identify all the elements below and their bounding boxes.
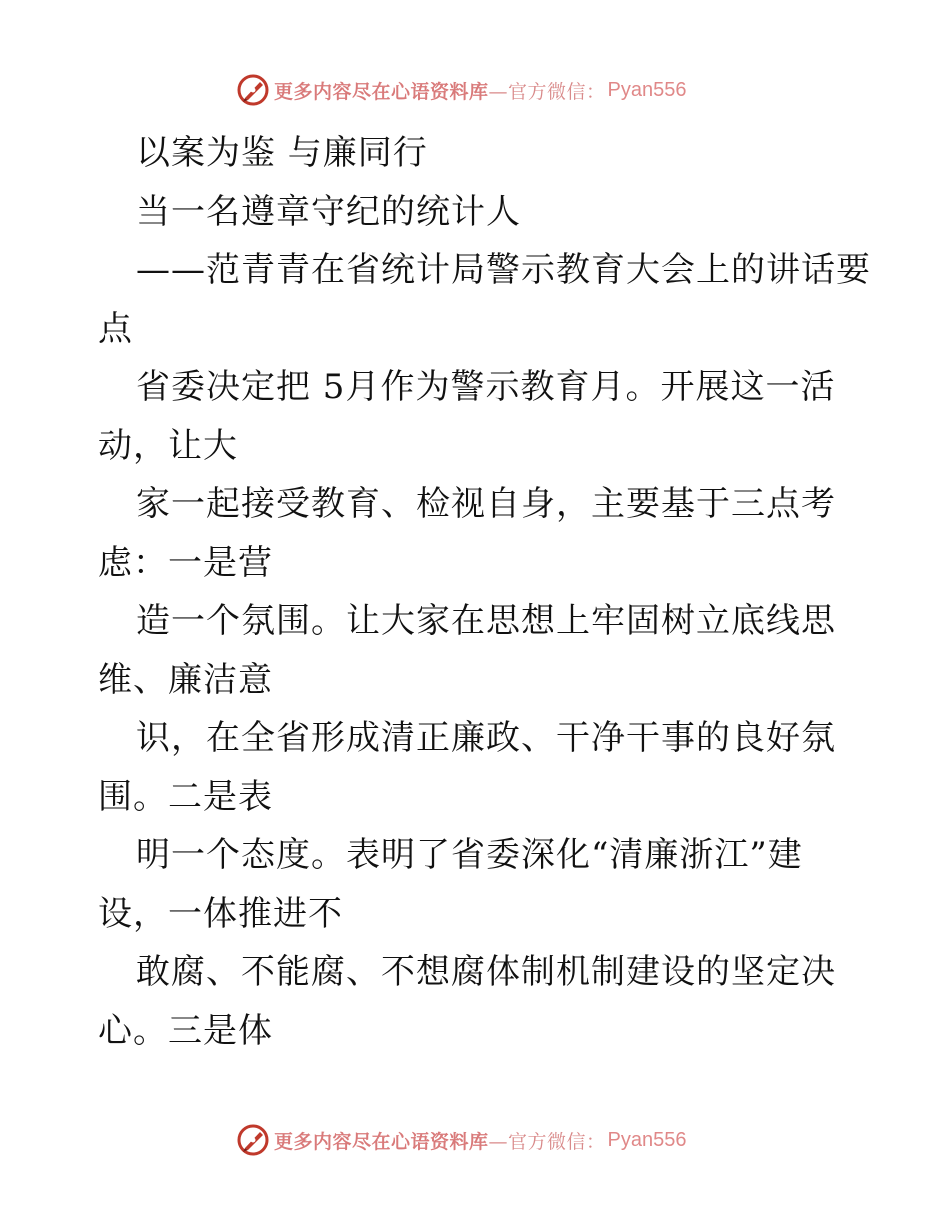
text-line: 动，让大 xyxy=(98,425,238,466)
text-line: 设，一体推进不 xyxy=(98,893,343,934)
text-line: 心。三是体 xyxy=(98,1010,273,1051)
text-line: 家一起接受教育、检视自身，主要基于三点考 xyxy=(136,484,836,524)
brand-logo-icon xyxy=(236,1123,270,1157)
title-line-1: 以案为鉴 与廉同行 xyxy=(136,133,428,173)
subtitle-line: ——范青青在省统计局警示教育大会上的讲话要 xyxy=(136,250,871,290)
text-line: 维、廉洁意 xyxy=(98,659,273,700)
text-line: 点 xyxy=(98,308,133,349)
text-line: 造一个氛围。让大家在思想上牢固树立底线思 xyxy=(136,601,836,641)
title-line-2: 当一名遵章守纪的统计人 xyxy=(136,191,521,232)
text-line: 虑：一是营 xyxy=(98,542,273,583)
footer-watermark-banner xyxy=(236,1120,687,1160)
banner-main-text: 更多内容尽在心语资料库 xyxy=(274,1130,489,1153)
banner-main-text: 更多内容尽在心语资料库 xyxy=(274,80,489,103)
banner-sub-text: —官方微信： xyxy=(488,80,606,103)
banner-sub-text: —官方微信： xyxy=(488,1130,606,1153)
text-line: 围。二是表 xyxy=(98,776,273,817)
article-body xyxy=(98,124,871,1060)
brand-logo-icon xyxy=(236,73,270,107)
header-watermark-banner xyxy=(236,70,687,110)
text-line: 敢腐、不能腐、不想腐体制机制建设的坚定决 xyxy=(136,952,836,992)
text-line: 明一个态度。表明了省委深化“清廉浙江”建 xyxy=(136,835,803,875)
text-line: 识，在全省形成清正廉政、干净干事的良好氛 xyxy=(136,718,836,758)
banner-wechat-id: Pyan556 xyxy=(607,78,687,101)
text-line: 省委决定把 5月作为警示教育月。开展这一活 xyxy=(136,367,836,407)
banner-wechat-id: Pyan556 xyxy=(607,1128,687,1151)
